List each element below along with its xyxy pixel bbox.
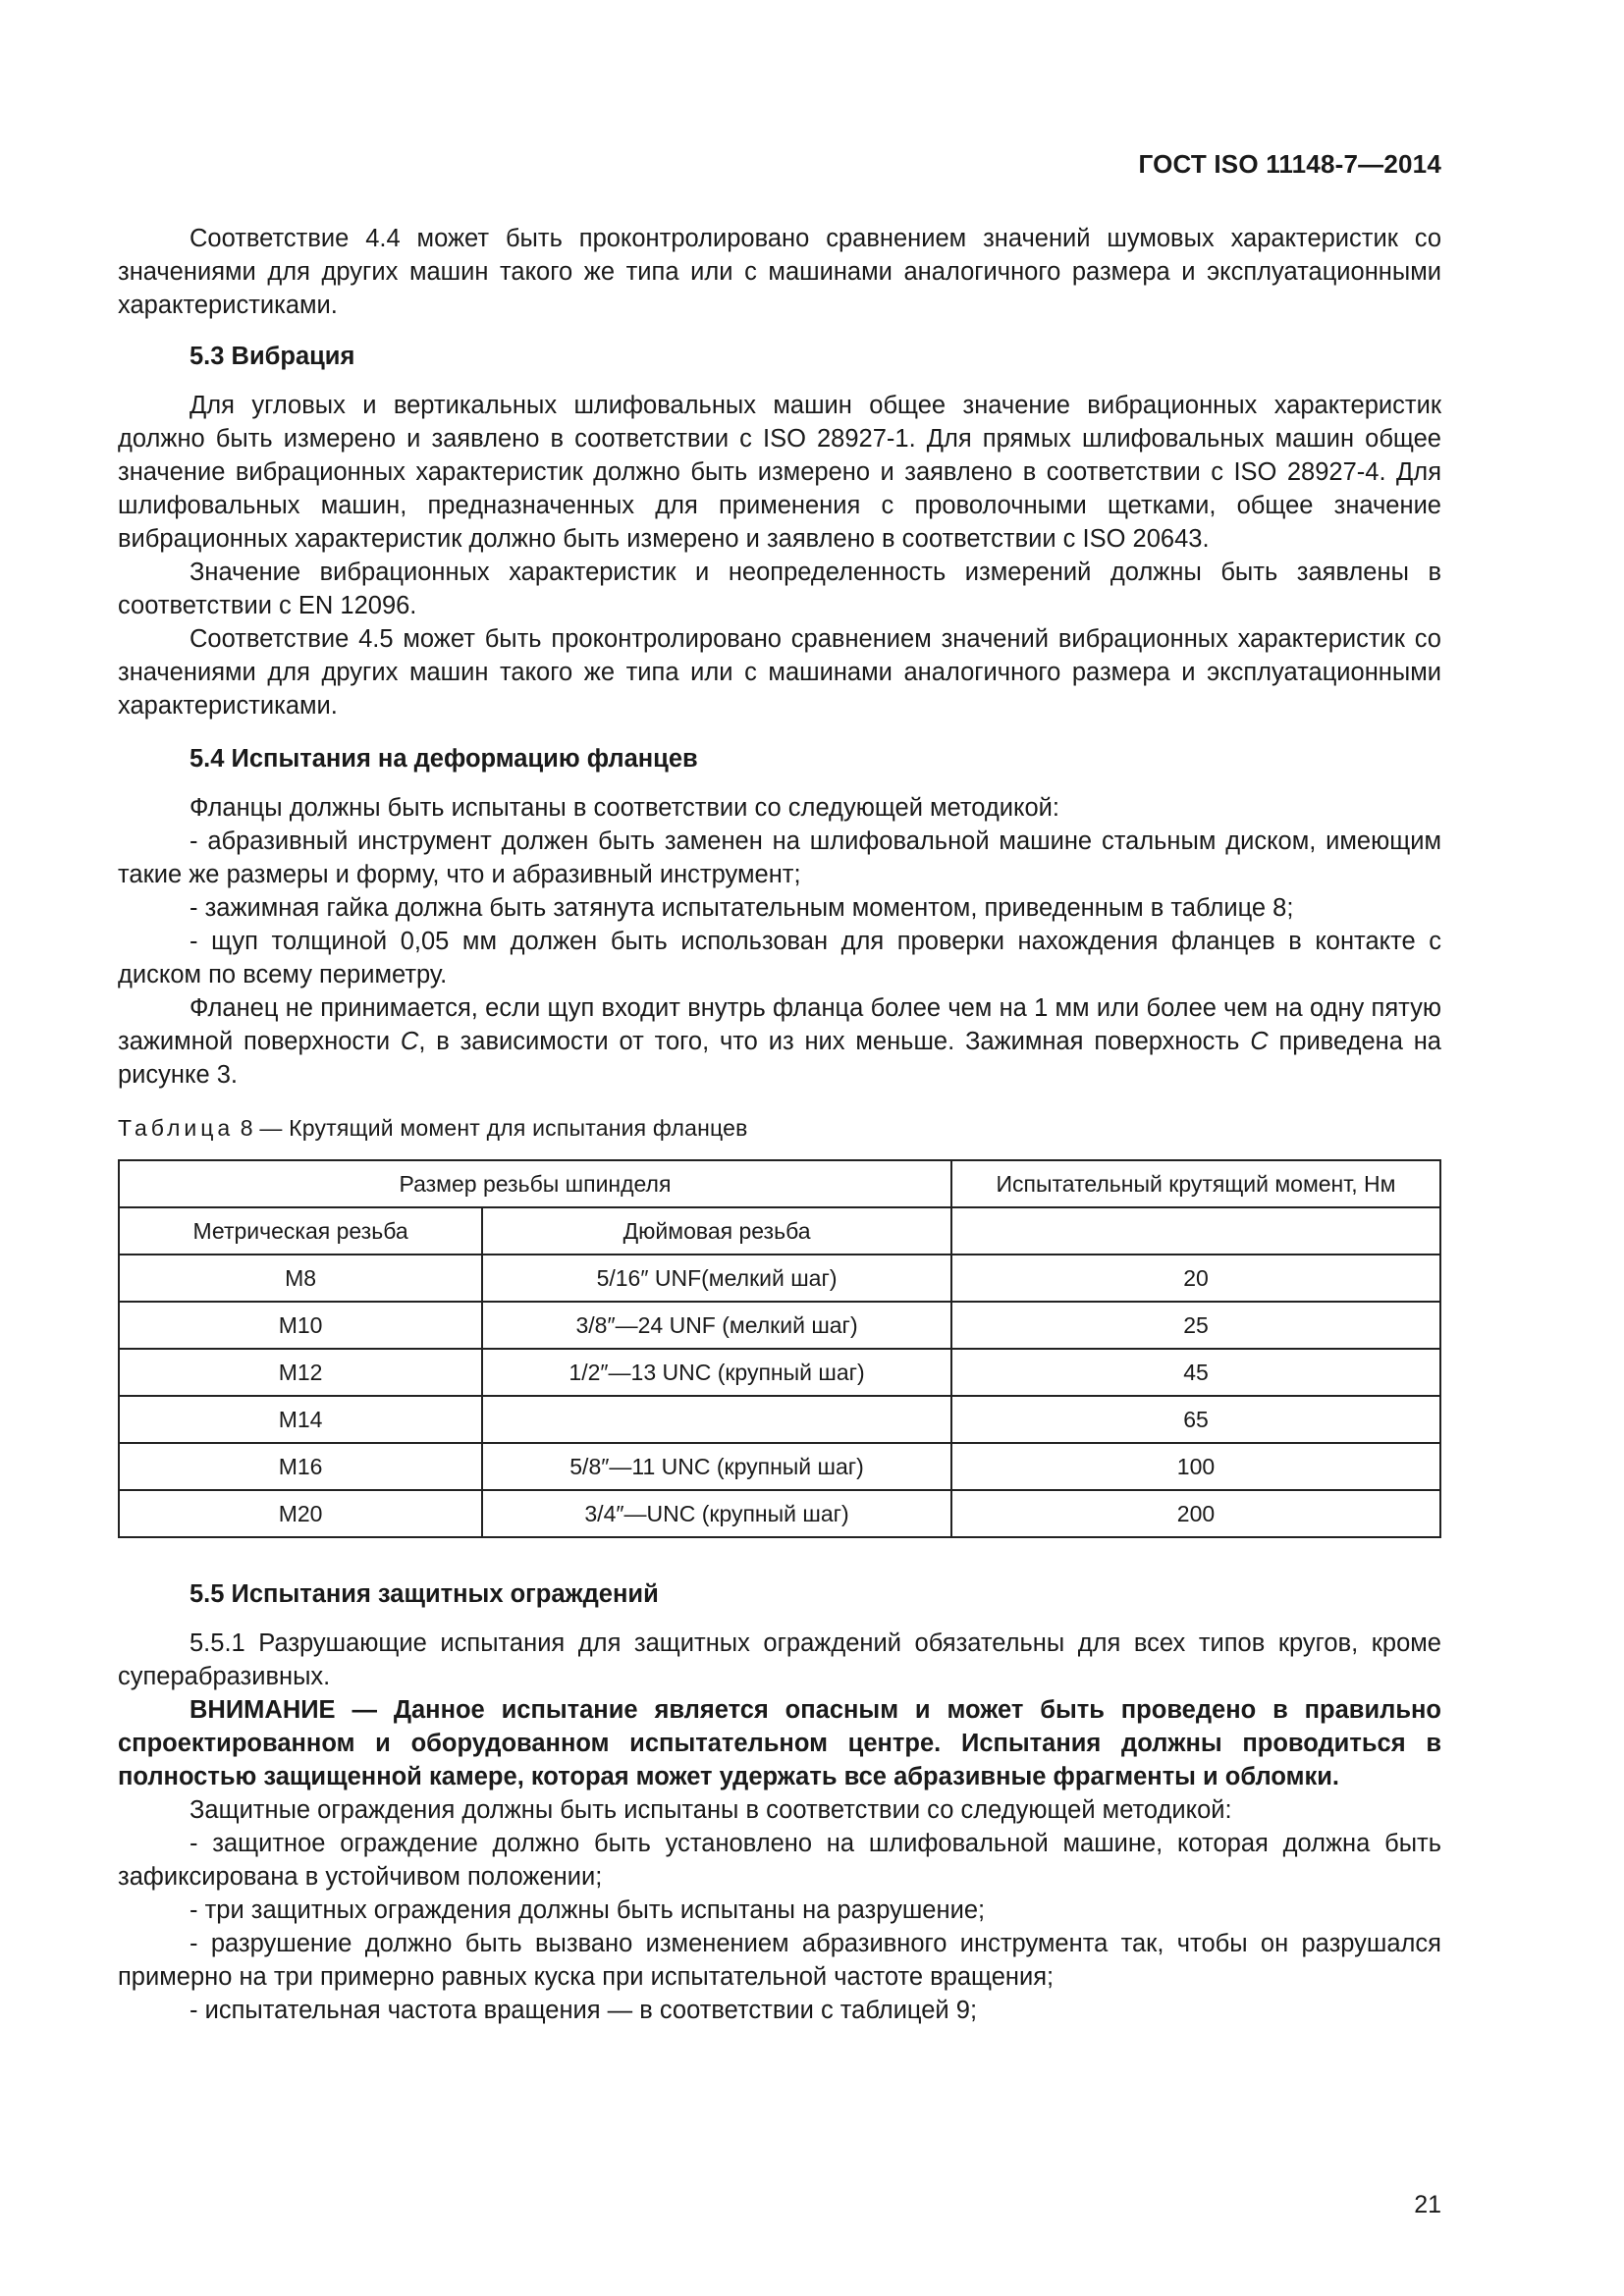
flange-method-intro: Фланцы должны быть испытаны в соответствии со следующей методикой: (189, 794, 1059, 822)
guard-bullet-1: - защитное ограждение должно быть установлено на шлифовальной машине, которая должна быть зафиксирована в устойчивом положении; (118, 1830, 1441, 1891)
table-row: M12 1/2″—13 UNC (крупный шаг) 45 (119, 1349, 1440, 1396)
vibration-paragraph-3: Соответствие 4.5 может быть проконтролировано сравнением значений вибрационных характеристик со значениями для других машин такого же типа или с машинами аналогичного размера и эксплуатационными характеристиками. (118, 625, 1441, 720)
table-subheader-row (119, 1207, 1440, 1255)
flange-bullet-2: - зажимная гайка должна быть затянута испытательным моментом, приведенным в таблице 8; (189, 894, 1294, 922)
table-row: M10 3/8″—24 UNF (мелкий шаг) 25 (119, 1302, 1440, 1349)
vibration-paragraph-1: Для угловых и вертикальных шлифовальных машин общее значение вибрационных характеристик должно быть измерено и заявлено в соответствии с ISO 28927-1. Для прямых шлифовальных машин общее значение вибрационных характеристик должно быть измерено и заявлено в соответствии с ISO 28927-4. Для шлифовальных машин, предназначенных для применения с проволочными щетками, общее значение вибрационных характеристик должно быть измерено и заявлено в соответствии с ISO 20643. (118, 392, 1441, 553)
table-row: M14 65 (119, 1396, 1440, 1443)
surface-symbol: С (400, 1028, 419, 1055)
guard-bullet-3: - разрушение должно быть вызвано изменением абразивного инструмента так, чтобы он разрушался примерно на три примерно равных куска при испытательной частоте вращения; (118, 1930, 1441, 1991)
header-empty (951, 1207, 1440, 1255)
header-metric-thread: Метрическая резьба (119, 1207, 482, 1255)
section-5-4-heading: 5.4 Испытания на деформацию фланцев (189, 745, 698, 773)
intro-paragraph: Соответствие 4.4 может быть проконтролировано сравнением значений шумовых характеристик со значениями для других машин такого же типа или с машинами аналогичного размера и эксплуатационными характеристиками. (118, 225, 1441, 319)
section-5-5-heading: 5.5 Испытания защитных ограждений (189, 1580, 659, 1608)
guard-bullet-4: - испытательная частота вращения — в соответствии с таблицей 9; (189, 1997, 978, 2024)
document-code: ГОСТ ISO 11148-7—2014 (1138, 149, 1441, 179)
flange-bullet-3: - щуп толщиной 0,05 мм должен быть использован для проверки нахождения фланцев в контакте с диском по всему периметру. (118, 928, 1441, 988)
header-test-torque: Испытательный крутящий момент, Нм (951, 1160, 1440, 1207)
table-row: M20 3/4″—UNC (крупный шаг) 200 (119, 1490, 1440, 1537)
table-row: M8 5/16″ UNF(мелкий шаг) 20 (119, 1255, 1440, 1302)
page-content (118, 222, 1441, 2027)
guard-test-paragraph: 5.5.1 Разрушающие испытания для защитных ограждений обязательны для всех типов кругов, кроме суперабразивных. (118, 1629, 1441, 1690)
guard-method-intro: Защитные ограждения должны быть испытаны в соответствии со следующей методикой: (189, 1796, 1232, 1824)
header-inch-thread: Дюймовая резьба (482, 1207, 951, 1255)
surface-symbol: С (1250, 1028, 1269, 1055)
header-thread-size: Размер резьбы шпинделя (119, 1160, 951, 1207)
section-5-3-heading: 5.3 Вибрация (189, 343, 355, 370)
table-8-caption: Таблица 8 — Крутящий момент для испытания фланцев (118, 1115, 748, 1141)
table-header-row (119, 1160, 1440, 1207)
vibration-paragraph-2: Значение вибрационных характеристик и неопределенность измерений должны быть заявлены в соответствии с EN 12096. (118, 559, 1441, 619)
flange-bullet-1: - абразивный инструмент должен быть заменен на шлифовальной машине стальным диском, имеющим такие же размеры и форму, что и абразивный инструмент; (118, 828, 1441, 888)
table-8 (118, 1159, 1441, 1538)
flange-reject-paragraph: Фланец не принимается, если щуп входит внутрь фланца более чем на 1 мм или более чем на одну пятую зажимной поверхности С, в зависимости от того, что из них меньше. Зажимная поверхность С приведена на рисунке 3. (118, 994, 1441, 1089)
warning-paragraph: ВНИМАНИЕ — Данное испытание является опасным и может быть проведено в правильно спроектированном и оборудованном испытательном центре. Испытания должны проводиться в полностью защищенной камере, которая может удержать все абразивные фрагменты и обломки. (118, 1696, 1441, 1790)
guard-bullet-2: - три защитных ограждения должны быть испытаны на разрушение; (189, 1896, 986, 1924)
table-row: M16 5/8″—11 UNC (крупный шаг) 100 (119, 1443, 1440, 1490)
page-number: 21 (1414, 2191, 1441, 2218)
